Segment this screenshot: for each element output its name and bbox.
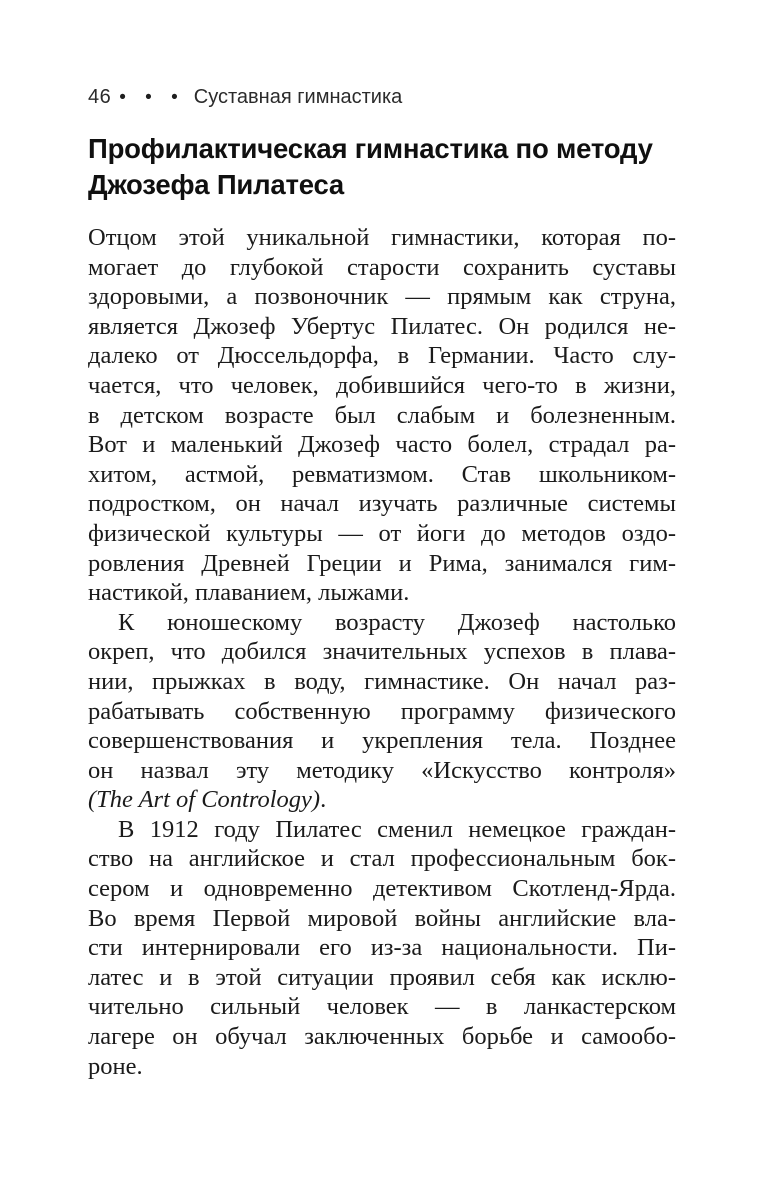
text-line: сти интернировали его из-за национальности. Пи-	[88, 934, 676, 962]
text-line	[88, 785, 676, 815]
text-line: Во время Первой мировой войны английские вла-	[88, 904, 676, 932]
text-line: настикой, плаванием, лыжами.	[88, 579, 410, 607]
text-line: ровления Древней Греции и Рима, занимался гим-	[88, 549, 676, 577]
text-line: рабатывать собственную программу физического	[88, 697, 676, 725]
text-line: К юношескому возрасту Джозеф настолько	[118, 608, 676, 636]
chapter-heading	[88, 131, 698, 203]
text-line: могает до глубокой старости сохранить суставы	[88, 253, 676, 281]
text-line: Отцом этой уникальной гимнастики, которая по-	[88, 224, 676, 251]
text-line: нии, прыжках в воду, гимнастике. Он начал раз-	[88, 667, 676, 695]
chapter-heading-line2: Джозефа Пилатеса	[88, 169, 344, 200]
text-line: роне.	[88, 1052, 143, 1080]
paragraph	[88, 608, 676, 815]
paragraph	[88, 815, 676, 1081]
text-line: латес и в этой ситуации проявил себя как исклю-	[88, 963, 676, 991]
italic-text: (The Art of Contrology)	[88, 786, 321, 814]
text-line: ство на английское и стал профессиональным бок-	[88, 845, 676, 873]
chapter-heading-line1: Профилактическая гимнастика по методу	[88, 133, 653, 164]
text-line: здоровыми, а позвоночник — прямым как струна,	[88, 283, 676, 311]
body-text	[88, 223, 676, 1081]
text-line: подростком, он начал изучать различные системы	[88, 490, 676, 518]
text-line: Вот и маленький Джозеф часто болел, страдал ра-	[88, 431, 676, 459]
text-line: в детском возрасте был слабым и болезненным.	[88, 401, 676, 429]
running-header	[88, 86, 676, 109]
text-line: совершенствования и укрепления тела. Позднее	[88, 727, 676, 755]
text-line: чительно сильный человек — в ланкастерском	[88, 993, 676, 1021]
text-line: окреп, что добился значительных успехов в плава-	[88, 638, 676, 666]
text-line: лагере он обучал заключенных борьбе и самообо-	[88, 1023, 676, 1051]
paragraph	[88, 223, 676, 608]
page-number: 46	[88, 86, 112, 108]
text-line: сером и одновременно детективом Скотленд-Ярда.	[88, 875, 676, 903]
regular-text: .	[320, 786, 327, 814]
text-line: он назвал эту методику «Искусство контроля»	[88, 756, 676, 784]
text-line: физической культуры — от йоги до методов оздо-	[88, 519, 676, 547]
text-line: чается, что человек, добившийся чего-то в жизни,	[88, 371, 676, 399]
text-line: В 1912 году Пилатес сменил немецкое граждан-	[118, 815, 676, 843]
text-line: является Джозеф Убертус Пилатес. Он родился не-	[88, 312, 676, 340]
running-section-title: Суставная гимнастика	[193, 86, 403, 108]
text-line: хитом, астмой, ревматизмом. Став школьником-	[88, 460, 676, 488]
text-line: далеко от Дюссельдорфа, в Германии. Часто слу-	[88, 342, 676, 370]
header-dots-separator: • • •	[119, 87, 185, 108]
